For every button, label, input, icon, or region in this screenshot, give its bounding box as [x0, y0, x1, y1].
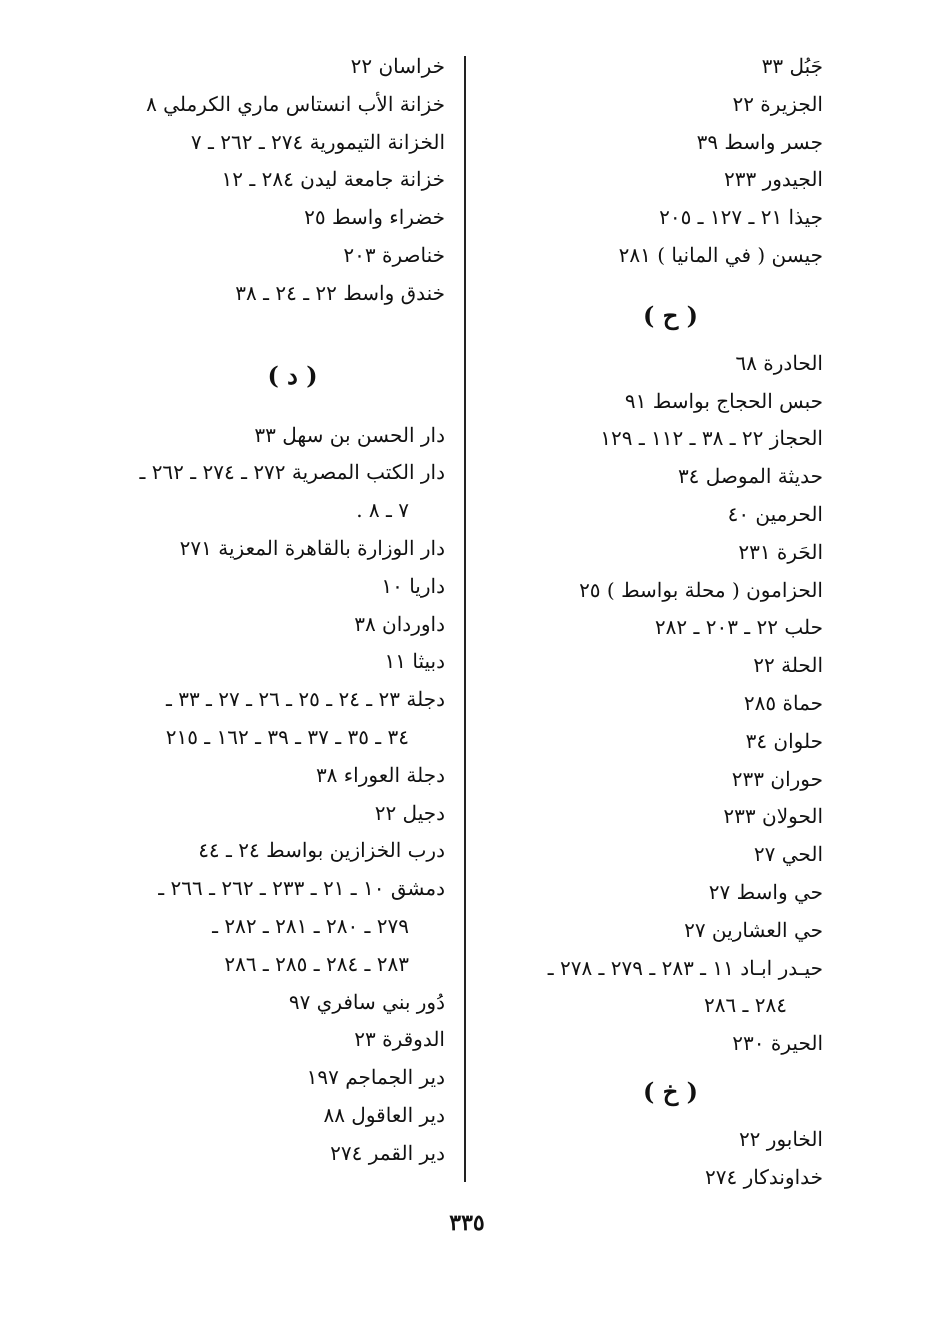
index-entry: خندق واسط ٢٢ ـ ٢٤ ـ ٣٨: [235, 280, 445, 305]
index-entry: خراسان ٢٢: [350, 54, 445, 78]
index-entry: الحلة ٢٢: [753, 653, 823, 678]
index-entry: حديثة الموصل ٣٤: [677, 464, 823, 489]
index-entry: الحجاز ٢٢ ـ ٣٨ ـ ١١٢ ـ ١٢٩: [600, 426, 823, 451]
page-number: ٣٣٥: [449, 1210, 485, 1236]
index-entry-continuation: ٧ ـ ٨ .: [356, 498, 409, 523]
index-entry: دار الحسن بن سهل ٣٣: [254, 422, 445, 447]
index-entry: دجيل ٢٢: [374, 800, 445, 825]
index-entry: الحرمين ٤٠: [727, 501, 823, 526]
index-entry: داريا ١٠: [381, 573, 445, 598]
index-entry: الحي ٢٧: [753, 842, 823, 867]
entry-group-kha-cont: [100, 48, 445, 313]
index-entry: الحزامون ( محلة بواسط ) ٢٥: [579, 577, 823, 602]
index-entry: دجلة ٢٣ ـ ٢٤ ـ ٢٥ ـ ٢٦ ـ ٢٧ ـ ٣٣ ـ: [166, 687, 445, 712]
index-entry: داوردان ٣٨: [354, 611, 445, 636]
section-letter-ha: ( ح ): [643, 300, 698, 330]
index-entry: دير القمر ٢٧٤: [330, 1140, 445, 1165]
index-entry: دجلة العوراء ٣٨: [315, 762, 445, 787]
index-entry: الحادرة ٦٨: [735, 350, 823, 375]
entry-group-ha: [478, 345, 823, 1063]
index-entry: الدوقرة ٢٣: [354, 1027, 445, 1052]
index-entry-continuation: ٢٨٣ ـ ٢٨٤ ـ ٢٨٥ ـ ٢٨٦: [224, 951, 409, 976]
index-entry: الحولان ٢٣٣: [723, 804, 823, 829]
index-entry: دُور بني سافري ٩٧: [288, 989, 445, 1014]
index-entry: حبس الحجاج بواسط ٩١: [624, 388, 823, 413]
index-entry: الخابور ٢٢: [738, 1126, 823, 1151]
index-entry: دار الكتب المصرية ٢٧٢ ـ ٢٧٤ ـ ٢٦٢ ـ: [139, 460, 445, 485]
right-column: [478, 48, 823, 1197]
left-column: [100, 48, 445, 1173]
index-entry: الحَرة ٢٣١: [738, 539, 823, 564]
index-entry: خزانة الأب انستاس ماري الكرملي ٨: [146, 91, 445, 116]
index-entry: حلوان ٣٤: [745, 728, 823, 753]
column-divider: [464, 56, 466, 1182]
index-entry: خضراء واسط ٢٥: [304, 205, 445, 230]
index-entry: خزانة جامعة ليدن ٢٨٤ ـ ١٢: [221, 167, 445, 192]
entry-group-kha: [478, 1121, 823, 1197]
index-entry: جَبُل ٣٣: [761, 54, 823, 78]
index-entry: خداوندكار ٢٧٤: [704, 1164, 823, 1189]
index-entry: حماة ٢٨٥: [743, 690, 823, 715]
section-letter-kha: ( خ ): [643, 1076, 698, 1106]
index-entry: دير العاقول ٨٨: [323, 1102, 445, 1127]
index-entry: حي العشارين ٢٧: [684, 917, 823, 942]
section-letter-dal: ( د ): [267, 360, 318, 390]
index-entry: الجيدور ٢٣٣: [723, 167, 823, 192]
index-entry-continuation: ٢٧٩ ـ ٢٨٠ ـ ٢٨١ ـ ٢٨٢ ـ: [212, 913, 409, 938]
index-entry-continuation: ٣٤ ـ ٣٥ ـ ٣٧ ـ ٣٩ ـ ١٦٢ ـ ٢١٥: [165, 724, 409, 749]
index-entry: حلب ٢٢ ـ ٢٠٣ ـ ٢٨٢: [654, 615, 823, 640]
index-entry: حي واسط ٢٧: [708, 879, 823, 904]
entry-group-dal: [100, 417, 445, 1173]
index-entry: حيـدر ابـاد ١١ ـ ٢٨٣ ـ ٢٧٩ ـ ٢٧٨ ـ: [547, 955, 823, 980]
index-entry: حوران ٢٣٣: [731, 766, 823, 791]
index-entry: خناصرة ٢٠٣: [343, 242, 445, 267]
index-entry: الجزيرة ٢٢: [732, 91, 823, 116]
index-entry: دار الوزارة بالقاهرة المعزية ٢٧١: [179, 535, 445, 560]
index-entry: دبيثا ١١: [384, 649, 445, 674]
index-entry: جيذا ٢١ ـ ١٢٧ ـ ٢٠٥: [659, 205, 823, 230]
index-entry: جسر واسط ٣٩: [696, 129, 823, 154]
index-entry: الحيرة ٢٣٠: [732, 1031, 823, 1056]
index-entry: درب الخزازين بواسط ٢٤ ـ ٤٤: [198, 838, 445, 863]
entry-group-jim: [478, 48, 823, 275]
index-entry: دمشق ١٠ ـ ٢١ ـ ٢٣٣ ـ ٢٦٢ ـ ٢٦٦ ـ: [158, 876, 445, 901]
index-entry: دير الجماجم ١٩٧: [306, 1065, 445, 1090]
index-entry: جيسن ( في المانيا ) ٢٨١: [618, 242, 823, 267]
index-entry-continuation: ٢٨٤ ـ ٢٨٦: [703, 993, 787, 1018]
index-entry: الخزانة التيمورية ٢٧٤ ـ ٢٦٢ ـ ٧: [190, 129, 445, 154]
